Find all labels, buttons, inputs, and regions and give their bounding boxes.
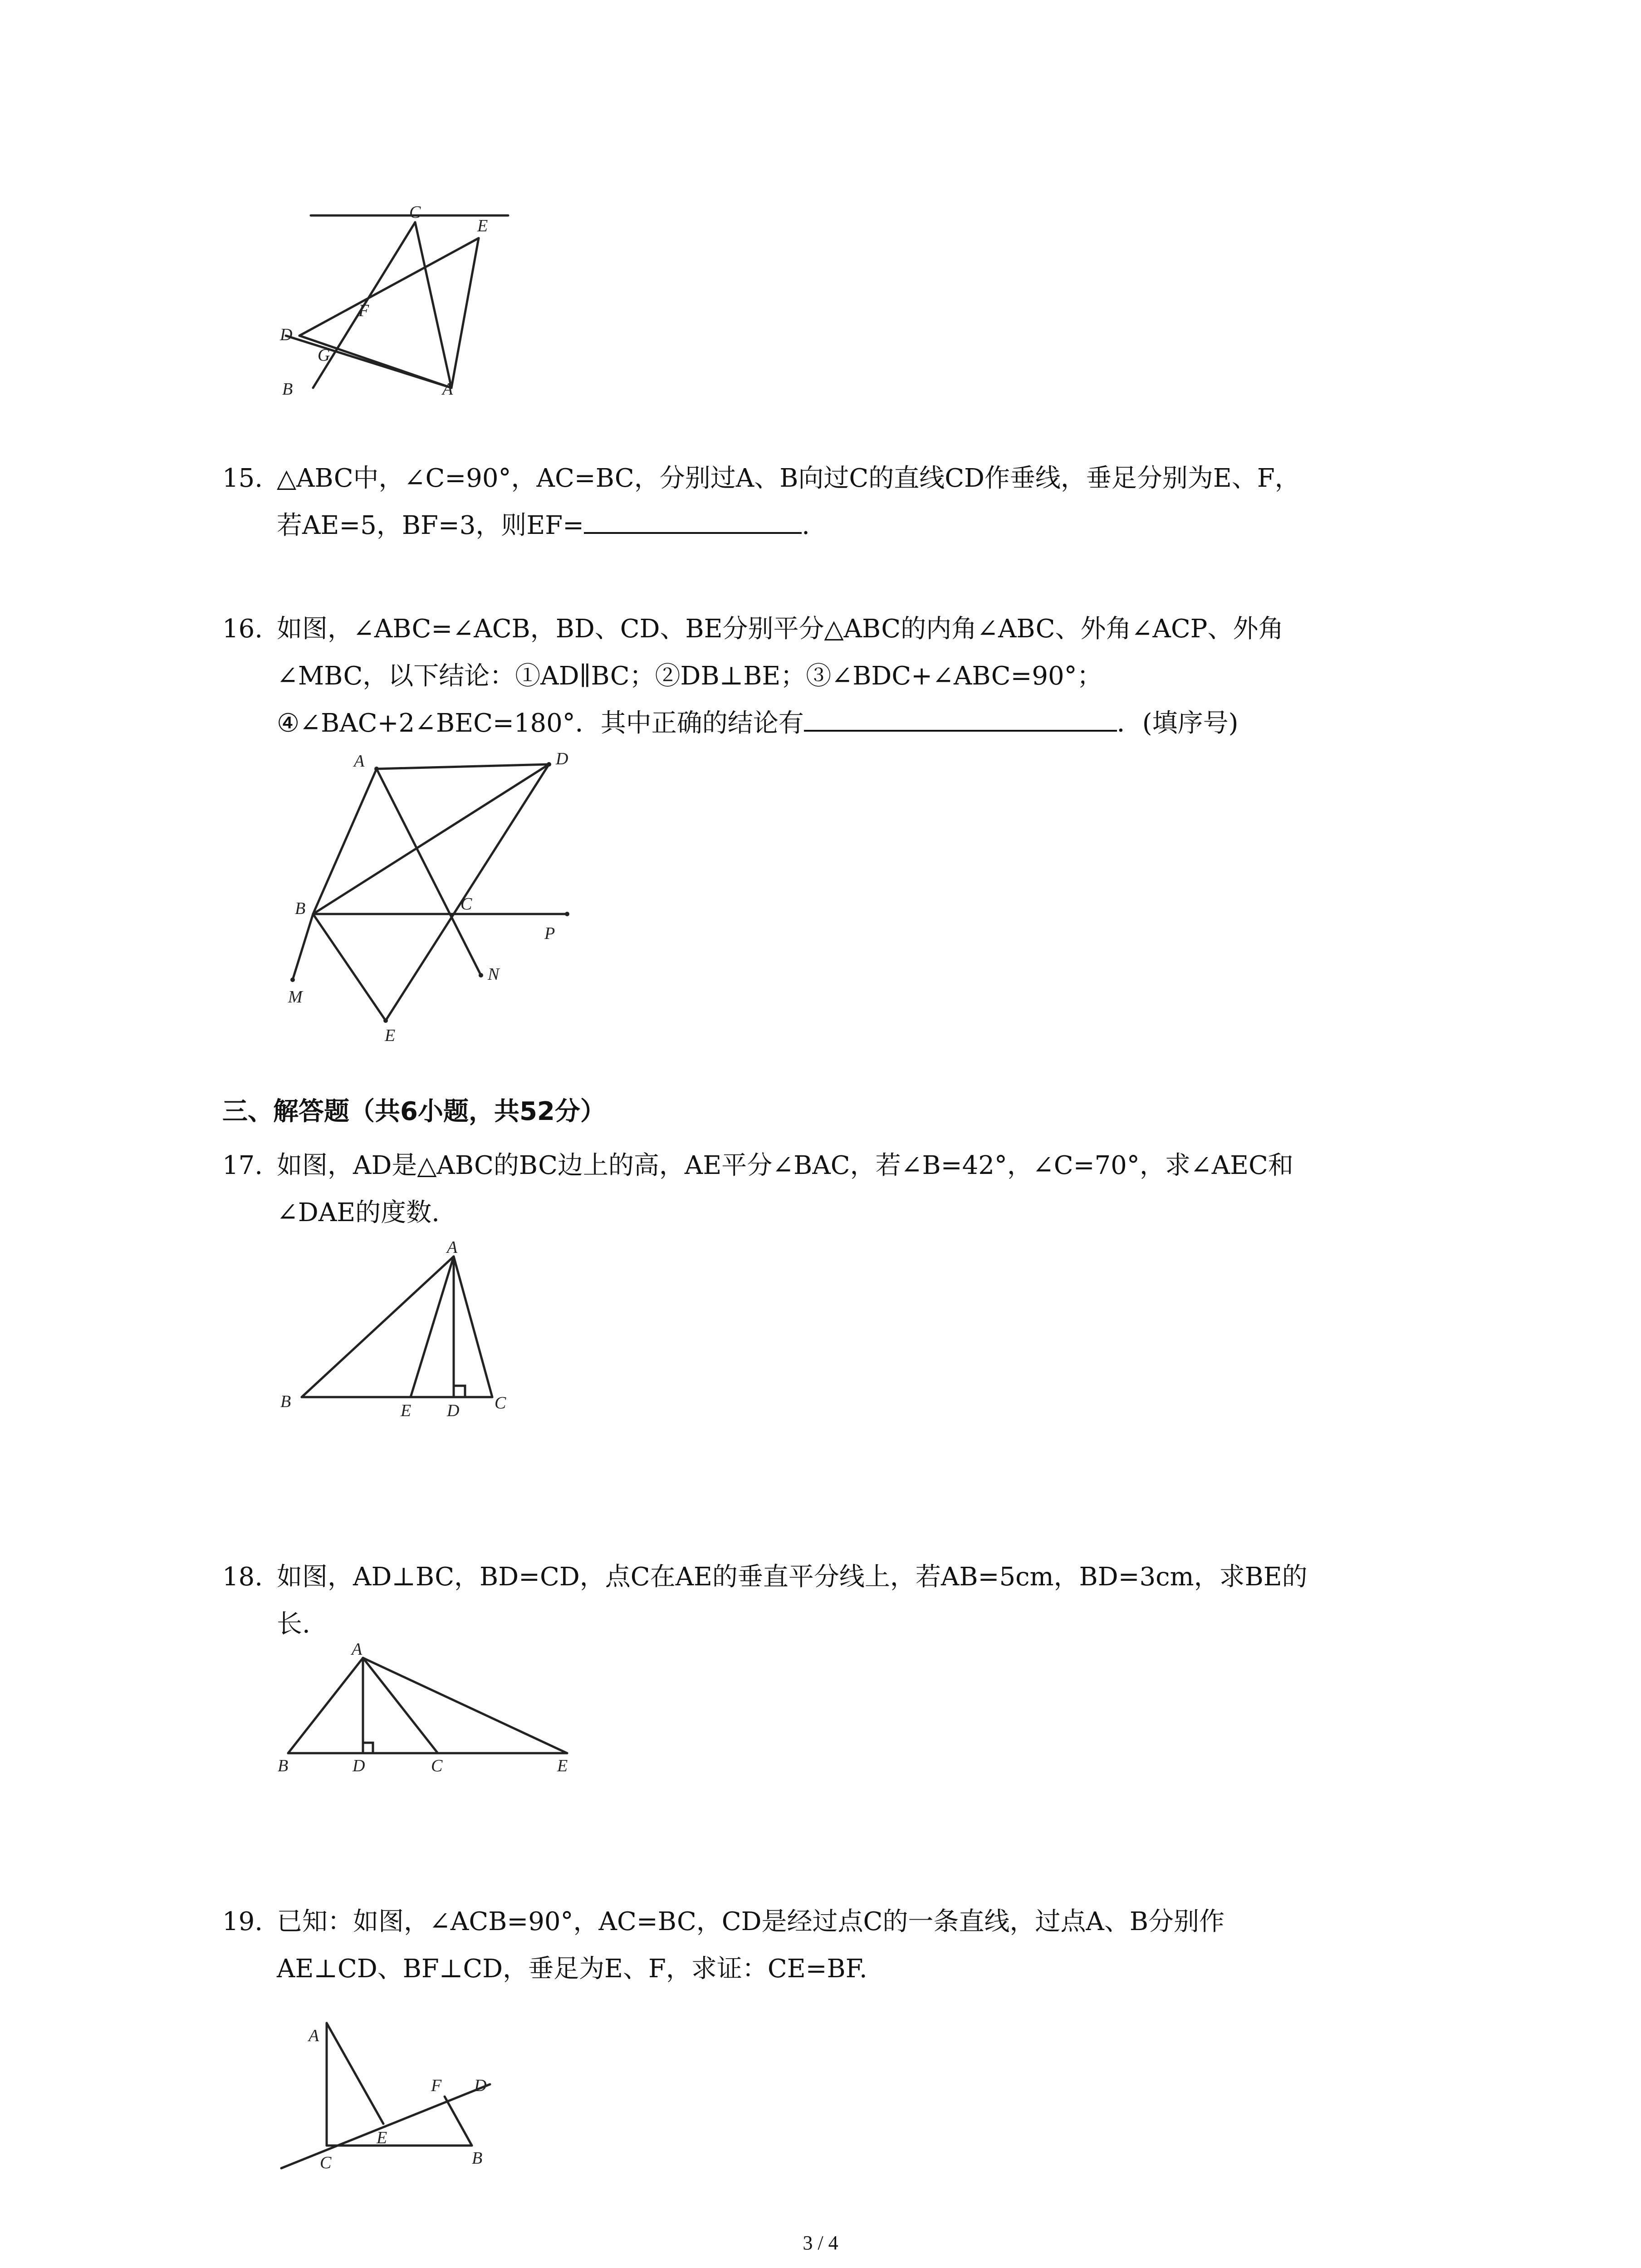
label-n: N [488,965,500,984]
label-b: B [280,1392,291,1411]
question-16 [222,606,1447,751]
question-text-end: . [802,511,810,540]
question-text-line: 已知：如图，∠ACB=90°，AC=BC，CD是经过点C的一条直线，过点A、B分别作 [277,1907,1225,1936]
page-number: 3 / 4 [803,2232,838,2254]
question-text-line: 如图，AD⊥BC，BD=CD，点C在AE的垂直平分线上，若AB=5cm，BD=3cm，求BE的 [277,1562,1308,1592]
answer-blank[interactable] [584,505,802,534]
label-b: B [295,899,306,918]
label-e: E [557,1756,568,1775]
answer-blank[interactable] [804,703,1117,732]
label-g: G [318,346,330,365]
question-number: 18. [222,1562,263,1592]
label-b: B [278,1756,289,1775]
question-17 [222,1142,1447,1237]
label-m: M [288,987,303,1007]
question-text-line: 若AE=5，BF=3，则EF= [277,511,584,540]
figure-q17 [272,1229,526,1424]
label-d: D [474,2076,487,2095]
label-d: D [447,1401,460,1420]
question-number: 17. [222,1151,263,1180]
label-c: C [320,2153,332,2172]
question-number: 19. [222,1907,263,1936]
label-p: P [544,924,555,943]
label-a: A [447,1238,458,1257]
figure-q19 [272,1996,526,2186]
figure-q14 [272,204,526,413]
question-number: 15. [222,464,263,493]
question-text-line: △ABC中，∠C=90°，AC=BC，分别过A、B向过C的直线CD作垂线，垂足分别为E、F， [277,464,1300,493]
question-text-line: AE⊥CD、BF⊥CD，垂足为E、F，求证：CE=BF. [277,1954,867,1984]
question-text-line: 如图，∠ABC=∠ACB，BD、CD、BE分别平分△ABC的内角∠ABC、外角∠ACP、外角 [277,614,1284,644]
question-15 [222,455,1447,550]
label-b: B [472,2149,483,2168]
question-text-line: ④∠BAC+2∠BEC=180°．其中正确的结论有 [277,709,804,738]
label-e: E [377,2128,387,2147]
label-a: A [442,380,453,399]
question-number: 16. [222,614,263,644]
figure-q16 [281,744,626,1043]
question-text-line: 如图，AD是△ABC的BC边上的高，AE平分∠BAC，若∠B=42°，∠C=70°，求∠AEC和 [277,1151,1293,1180]
figure-q18 [272,1637,590,1778]
question-text-line: ∠MBC，以下结论：①AD∥BC；②DB⊥BE；③∠BDC+∠ABC=90°； [277,661,1102,691]
label-c: C [460,894,472,914]
label-e: E [385,1026,396,1043]
label-c: C [409,204,421,222]
label-f: F [358,301,369,320]
label-d: D [556,749,568,768]
section-heading: 三、解答题（共6小题，共52分） [222,1097,606,1126]
question-text-line: 长. [277,1609,310,1639]
question-18 [222,1554,1447,1649]
label-e: E [401,1401,411,1420]
label-d: D [280,325,293,344]
label-c: C [495,1393,506,1413]
label-b: B [282,380,293,399]
label-a: A [354,752,365,771]
question-text-line: ∠DAE的度数. [277,1198,440,1227]
label-a: A [352,1640,362,1659]
label-a: A [309,2026,319,2045]
label-e: E [477,216,488,235]
label-f: F [431,2076,442,2095]
label-d: D [353,1756,365,1775]
label-c: C [431,1756,443,1775]
question-19 [222,1898,1447,1994]
question-text-end: ．(填序号) [1117,709,1239,738]
